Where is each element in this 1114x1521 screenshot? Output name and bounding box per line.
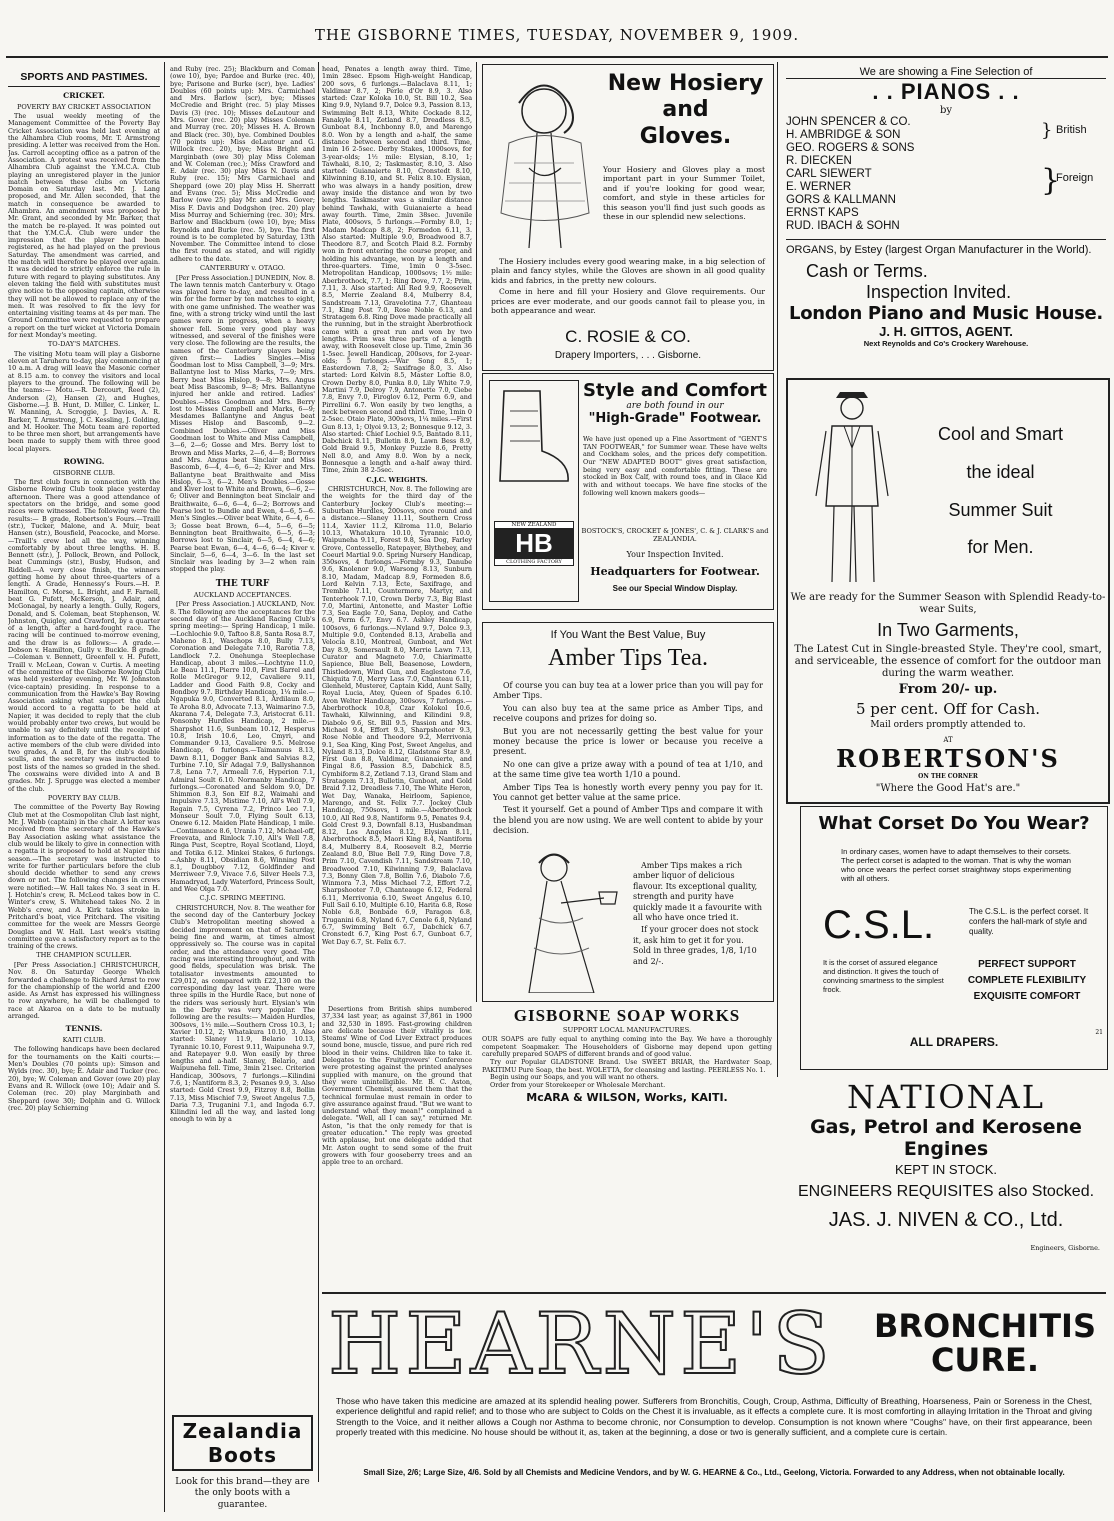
corset-feature: COMPLETE FLEXIBILITY	[967, 975, 1087, 986]
misc-news: Desertions from British ships numbered 37,334 last year, as against 37,861 in 1900 and 32,530 in 1895. Fast-growing children are delicate because their vitality is low. Steams' Wine of Cod Liver Extract produces sound bone, muscle, tissue, and pure rich red blood in their veins. Children like to take it. Delegates to the Fruitgrowers' Conference were protesting against the printed analyses supplied with manure, on the ground that they were unintelligible. Mr. B. C. Aston, Government Chemist, assured them that the technical formulae must remain in order to give assurance against fraud. "But we want to understand what they mean!" complained a delegate. "Well, all I can say," returned Mr. Aston, "is that the only remedy for that is greater education." The reply was greeted with applause, but one delegate added that Mr. Aston ought to send some of the fruit growers with four gooseberry trees and an apple tree to an orchard.	[322, 1006, 472, 1167]
amber-title: Amber Tips Tea.	[548, 645, 708, 671]
soap-p4: Order from your Storekeeper or Wholesale Merchant.	[490, 1081, 666, 1090]
hosiery-title-gloves: Gloves.	[639, 123, 732, 149]
footwear-ad	[482, 373, 774, 610]
soap-p1: OUR SOAPS are fully equal to anything coming into the Bay. We have a thoroughly competent Soapmaker. The Householders of Gisborne may depend upon getting carefully prepared SOAPS of different brands and of good value.	[482, 1035, 772, 1059]
tennis-subheading: KAITI CLUB.	[62, 1035, 106, 1044]
maid-illustration-icon	[499, 848, 629, 993]
footwear-invite: Your Inspection Invited.	[626, 550, 724, 559]
hosiery-ad	[482, 64, 774, 371]
suit-two-garments: In Two Garments,	[877, 620, 1019, 640]
piano-maker: H. AMBRIDGE & SON	[786, 128, 901, 141]
piano-by: by	[939, 105, 953, 116]
boot-icon	[490, 381, 576, 501]
column-rule	[318, 62, 319, 1482]
hearne-rule	[322, 1292, 1106, 1294]
foreign-label: Foreign	[1056, 172, 1094, 184]
engines-ad	[786, 1076, 1106, 1254]
piano-lead: We are showing a Fine Selection of	[786, 66, 1106, 79]
piano-maker: JOHN SPENCER & CO.	[786, 116, 911, 128]
sports-heading: SPORTS AND PASTIMES.	[8, 72, 160, 87]
suit-latest: The Latest Cut in Single-breasted Style. They're cool, smart, and serviceable, the essence of comfort for the outdoor man during the warm weather.	[794, 644, 1102, 679]
engines-requisites: ENGINEERS REQUISITES also Stocked.	[797, 1183, 1095, 1200]
hearne-cure: CURE.	[930, 1340, 1040, 1379]
cvo-article: [Per Press Association.] DUNEDIN, Nov. 8. The lawn tennis match Canterbury v. Otago was played here to-day, and resulted in a win for the former by ten matches to eight, with one game unfinished. The weather was fine, with a strong tricky wind until the last games were in progress, when a heavy shower fell. Some very good play was witnessed, and several of the finishes were very close. The following are the results, the names of the Canterbury players being given first:— Ladies Singles.—Miss Goodman lost to Miss Campbell, 3—9; Mrs. Ballantyne lost to Miss Marks, 7—9; Mrs. Berry beat Miss Hislop, 9—8; Mrs. Angus beat Miss Bascomb, 9—8; Mrs. Ballantyne injured her ankle and retired. Ladies' Doubles.—Miss Goodman and Mrs. Berry lost to Misses Campbell and Marks, 6—9; Mesdames Ballantyne and Angus beat Misses Hislop and Bascomb, 9—2. Combined Doubles.—Oliver and Miss Goodman lost to White and Miss Campbell, 3—6, 2—6; Gosse and Mrs. Berry lost to Brown and Miss Marks, 2—6, 4—8; Borrows and Mrs. Angus beat Sinclair and Miss Bascomb, 6—4, 4—6, 6—2; Kiver and Mrs. Ballantyne beat Braithwaite and Miss Hislop, 6—3, 6—2. Men's Doubles.—Gosse and Kiver lost to White and Brown, 6—6, 2—6; Oliver and Bennington beat Sinclair and Braithwaite, 6—6, 6—4, 6—2; Borrows and Pearse lost to Bundle and Ewen, 4—6, 5—6. Men's Singles.—Oliver beat White, 6—4, 6—3; Gosse beat Brown, 6—4, 5—6, 6—5; Bennington beat Braithwaite, 6—5, 6—3; Borrows lost to Sinclair, 6—5, 6—4, 4—6; Pearse beat Ewan, 6—4, 4—6, 6—4; Kiver v. Sinclair, 5—6, 6—4, 3—6. In the last set Sinclair was leading by 3—2 when rain stopped the play.	[170, 273, 315, 574]
column-rule	[476, 62, 477, 1002]
piano-organs: ORGANS, by Estey (largest Organ Manufacturer in the World).	[786, 239, 1106, 257]
corset-intro: In ordinary cases, women have to adapt themselves to their corsets. The perfect corset is adapted to the woman. That is why the woman who once wears the perfect corset straightway stops experimenting with all others.	[841, 847, 1071, 884]
hosiery-title-and: and	[662, 97, 709, 123]
tennis-turf-column	[170, 66, 315, 1411]
turf-article: [Per Press Association.] AUCKLAND, Nov. 8. The following are the acceptances for the second day of the Auckland Racing Club's spring meeting:— Spring Handicap, 1 mile.—Lochlochie 9.0, Taftoo 8.8, Santa Rosa 8.7, Maheno 8.1, Waschops 8.0, Bully 7.13, Coronation and Delegate 7.10, Rarotia 7.8, Landlock 7.2. Onehunga Steeplechase Handicap, about 3 miles.—Lochtyne 11.0, Le Beau 11.1, Pierre 10.0, First Barrel and Rolle McGregor 9.12, Cavaliere 9.11, Ladder and Good Faith 9.8, Cocky and Bondboy 9.7. Birthday Handicap, 1¼ mile.—Ngapuka 9.0, Converted 8.1, Ardilaun 8.0, Te Aroha 8.0, Advocate 7.13, Waimarino 7.5, Akarana 7.4, Delegate 7.3, Aristocrat 6.11. Ponsonby Hurdles Handicap, 2 mile.—Sharpshot 11.6, Sunbeam 10.12, Hesperus 10.8, Irish 10.6, Leo, Cmyri, and Commander 9.13, Cavaliere 9.5. Melrose Handicap, 6 furlongs.—Taimanuus 8.13, Dawn 8.11, Dogger Bank and Salvias 8.2, Turbine 7.10, Sir Adagal 7.9, Ballyshannon 7.8, Lena 7.7, Armeall 7.6, Hyperion 7.1, Admiral Soult 6.10. Normanby Handicap, 7 furlongs.—Coronated and Seldom 9.0, Dr. Shimmon 8.3, Son Elf 8.2, Waimahi and Impulsive 7.13, Mistime 7.10, All's Well 7.9, Regain 7.5, Cyrena 7.2, Princo Leo 7.1, Monseur Soult 7.0, Flying Soult 6.13, Onewe 6.12. Maiden Plate Handicap, 1 mile.—Continuance 8.6, Urania 7.12, Michael-off, Freevata, and Rinlock 7.10, All's Well 7.8, Ringa Pust, Sceptre, Royal Scotland, Lloyd, and Totika 6.12. Minkei Stakes, 6 furlongs.—Ashby 8.11, Obsidian 8.6, Winning Post 8.1, Dougbboy 7.12, Goldfinder and Merriweer 7.9, Vivace 7.6, Silver Heels 7.3, Hamadryad, Lady Waterford, Princess Soult, and Wee Olga 7.0.	[170, 600, 315, 894]
footwear-window: See our Special Window Display.	[612, 584, 738, 593]
cjc-weights-heading: C.J.C. WEIGHTS.	[366, 475, 428, 484]
amber-p2: You can also buy tea at the same price as Amber Tips, and receive coupons and prizes for doing so.	[493, 703, 763, 724]
footwear-sub: are both found in our	[626, 401, 724, 411]
champion-article: [Per Press Association.] CHRISTCHURCH, Nov. 8. On Saturday George Whelch forwarded a challenge to Richard Arnst to row for the championship of the world and £200 aside. As Arnst has expressed his willingness to row anywhere, he will be challenged to race at Akaroa on a date to be mutually arranged.	[8, 960, 160, 1020]
matches-article: The visiting Motu team will play a Gisborne eleven at Taruheru to-day, play commencing at 10 a.m. A drag will leave the Masonic corner at 8.15 a.m. to convey the visitors and local players to the ground. The following will be the teams:— Motu.—R. Dercourt, Reed (2), Anderson (2), Hansen (2), and Hughes, Gisborne.—J. B. Hunt, D. Miller, C. Linker, L. W. Manning, A. Scroggie, J. Davies, A. R. Barker, T. Armstrong, J. C. Kessling, J. Golding, and M. Hooker. The Motu team are reported to be three men short, but arrangements have been made to supply them with three good local players.	[8, 349, 160, 453]
footwear-makers: BOSTOCK'S, CROCKET & JONES', C. & J. CLARK'S and ZEALANDIA.	[581, 527, 769, 544]
zealandia-text: Look for this brand—they are the only boots with a guarantee.	[175, 1477, 310, 1510]
pbclub-heading: POVERTY BAY CLUB.	[47, 793, 121, 802]
soap-p3: Begin using our Soaps, and you will want no others.	[490, 1073, 659, 1082]
rowing-article: The first club fours in connection with the Gisborne Rowing Club took place yesterday afternoon. There was a good attendance of spectators on the bridge, and some good races were witnessed. The following were the results:— B grade, Robertson's Fours.—Traill (str.), Tucker, Malone, and A. Muir, beat Hansen (str.), Bousfield, Peacocke, and Morse.—Traill's crew led all the way, winning comfortably by about three lengths. H. B. Bennett (str.), J. Pollock, Brown, and Pollock, beat Cummings (str.), Busby, Hudson, and Riddell.—A very close finish, the winners getting home by about three-quarters of a length. A Grade, Hennessy's Fours.—H. P. Hamilton, C. Morse, L. Bright, and F. Farnell, beat G. Pufett, McKerson, J. Adair, and McGonagal, by nearly a length. Gully, Rogers, Donald, and S. Coleman, beat Stephenson, W. Johnston, Quigley, and Crawford, by a quarter of a length, after a hard-fought race. The racing will be continued to-morrow evening, and the draw is as follows:— A grade.—Dobson v. Hamilton, Gully v. Buckle. B grade.—Coleman v. Bennett, Greenfell v. H. Pufett, Traill v. McLean, Cowan v. Curtis. A meeting of the committee of the Gisborne Rowing Club was held yesterday evening, Mr. W. Johnston (vice-captain) presiding. In response to a communication from the Hawke's Bay Rowing Association asking what support the club would accord to a regatta to be held at Napier, it was decided to reply that the club would probably enter two crews, but would be unable to say definitely until the receipt of information as to the date of the regatta. The active members of the club were divided into two grades, A and B, for the club's double sculls, and the secretary was instructed to post lists of the names so graded in the shed. The coxswains were divided into A and B grades. Mr. J. Sprugge was elected a member of the club.	[8, 478, 160, 793]
sports-column	[8, 66, 160, 1514]
hb-logo: HB	[495, 528, 573, 559]
amber-p6: Test it yourself. Get a pound of Amber Tips and compare it with the blend you are now using. We are well content to abide by your decision.	[493, 805, 763, 836]
hosiery-intro: Your Hosiery and Gloves play a most important part in your Summer Toilet, and if you're looking for good wear, comfort, and style in these articles for this season you'll find just such goods as these in our splendid new selections.	[603, 165, 765, 222]
soap-p2: Try our Popular GLADSTONE Brand. Use SWEET BRIAR, the Hardwater Soap, PAKITIMU Pure Soap, the best. WOLETTA, for cleansing and lasting. PEERLESS No. 1.	[482, 1058, 772, 1074]
piano-house: London Piano and Music House.	[789, 303, 1103, 325]
racing-results: head, Penates a length away third. Time, 1min 28sec. Epsom High-weight Handicap, 200 sovs, 6 furlongs.—Balaclava 8.11, 1; Valdimar 8.7, 2; Perle d'Or 8.9, 3. Also started: Czar Koloka 10.0, St. Bill 10.2, Sea King 9.9, Nyland 9.7, Dolce 9.3, Passion 8.13, Swimming Belt 8.13, White Cockade 8.12, Fanakyle 8.11, Zetland 8.7, Dreadless 8.5, Gunboat 8.4, Inchbonny 8.0, and Marengo 8.0. Won by a length and a-half, the same distance between second and third. Time, 1min 16 2-5sec. Derby Stakes, 1000sovs, for 3-year-olds; 1½ mile: Elysian, 8.10, 1; Tawhaki, 8.10, 2; Taskmaster, 8.10, 3. Also started: Guianaierte 8.10, Cronstedt 8.10, Kilwinning 8.10, and St. Felix 8.10. Elysian, who was always in a handy position, drew away inside the distance and won by two lengths. Taskmaster was a similar distance behind Tawhaki, with Guianaierte a head away fourth. Time, 2min 38sec. Juvenile Plate, 400sovs, 5 furlongs.—Formby 8.0, 1; Madam Madcap 8.8, 2; Formedon 6.11, 3. Also started: Multiple 9.0, Broadwood 8.7, Theodore 8.7, and Scotch Plaid 8.2. Formby won in front entering the course proper, and holding his advantage, won by a length and three-quarters. Time, 1min 0 3-5sec. Metropolitan Handicap, 1000sovs; 1½ mile: Aberbrothock, 7.7, 1; Ring Dove, 7.7, 2; Prim, 7.11, 3. Also started: All Red 9.9, Roosevelt 8.5, Merrie Zealand 8.4, Mulberry 8.4, Sandstream 7.13, Gravelotina 7.7, Ghanteau 7.1, King Post 7.0, Rose Noble 6.13, and Stratagem 6.8. Ring Dove made practically all the running, but in the straight Aberbrothock came with a great run and won by two lengths. Prim was three parts of a length away, with Roosevelt close up. Time, 2min 36 1-5sec. Jewell Handicap, 200sovs, for 2-year-olds; 5 furlongs.—War Song 8.5, 1; Easterdown 7.8, 2; Saxifrage 8.0, 3. Also started: Lord Kelvin 8.5, Master Loftie 8.0, Crown Derby 8.0, Punka 8.0, Lily White 7.9, Martini 7.9, Delroy 7.9, Antonette 7.0, Ciebe 7.8, Envy 7.0, Firoglov 6.12, Perm 6.9, and Pirrellini 6.7. Won easily by two lengths, a neck between second and third. Time, 1min 0 2-5sec. Otaio Plate, 300sovs, 1¼ miles.—First Gun 8.13, 1; Olyoi 9.13, 2; Bonnesque 9.12, 3. Also started: Chief Lochiel 9.5, Bantado 8.11, Dabchick 8.11, Bulletin 8.9, Lawn Bess 8.9, Gold Braid 9.5, Monkey Puzzle 8.6, Pretty Nell 8.0, and Amy 8.0. Won by a neck, Bonnesque a length and a-half away third. Time, 2min 38 2-5sec.	[322, 66, 472, 475]
piano-agent: J. H. GITTOS, AGENT.	[879, 324, 1013, 340]
suit-price: From 20/- up.	[898, 682, 998, 697]
hearne-ad	[322, 1296, 1106, 1516]
cjc-article: CHRISTCHURCH, Nov. 8. The weather for the second day of the Canterbury Jockey Club's Metropolitan meeting showed a decided improvement on that of Saturday, being fine and warm, at times almost oppressively so. The course was in capital order, and the attendance very good. The racing was interesting throughout, and with good fields, speculation was brisk. The totalisator investments amounted to £29,012, as compared with £22,130 on the corresponding day last year. There were three spills in the Hurdle Race, but none of the riders was seriously hurt. Elysian's win in the Derby was very popular. The following are the results:— Maiden Hurdles, 300sovs, 1½ mile.—Southern Cross 10.3, 1; Xavier 10.12, 2; Whatakura 10.10, 3. Also started: Slaney 11.9, Belario 10.13, Tyrannic 10.10, Forest 9.11, Waipuneha 9.7, and Ratepayer 9.0. Won easily by three lengths and a-half. Slaney, Belario, and Waipuneha fell. Time, 3min 21sec. Criterion Handicap, 300sovs, 7 furlongs.—Kilindini 7.6, 1; Nantiform 8.3, 2; Pesanes 9.9, 3. Also started: Gold Crest 9.9, Fitzroy 8.8, Bollin 7.13, Miss Mischief 7.9, Sweet Angelus 7.5, Daria 7.3, Truganini 7.1, and Ingoda 6.7. Kilindini led all the way, and lasted long enough to win by a	[170, 903, 315, 1124]
piano-maker: E. WERNER	[786, 180, 852, 193]
column-rule	[164, 62, 165, 1512]
turf-heading: THE TURF	[215, 578, 270, 589]
piano-maker: ERNST KAPS	[786, 206, 859, 219]
csl-logo: C.S.L.	[823, 903, 935, 947]
amber-tips-ad	[482, 622, 774, 1002]
tennis-continued: and Ruby (rec. 25); Blackburn and Coman (owe 10), bye; Pardoe and Burke (rec. 40), bye; Parisone and Burke (scr), bye. Ladies' Doubles (60 points up): Mrs. Carmichael and Mrs. Barlow (scr), bye; Misses McCredie and Bright (rec. 5) play Misses Davis (3) (rec. 10); Misses deLautour and Mrs. Gover (rec. 20) play Misses Coleman and Murray (rec. 20); Misses H. A. Brown and Black (rec. 30), bye. Combined Doubles (70 points up): Miss deLautour and G. Willock (rec. 20), bye; Miss Bright and Marginbath (owe 30) play Miss Coleman and W. Coleman (rec.); Miss Crawford and E. Adair (rec. 30) play Miss N. Davis and Ruby (rec. 15); Mrs Carmichael and Sheppard (owe 20) play Miss H. Sherratt and Evans (rec. 5); Miss McCredie and Barlow (owe 25) play Mr. and Mrs. Gover; Miss F. Davis and Dodgshon (rec. 20) play Miss Murray and Schierning (rec. 30); Mrs. Barlow and Blackburn (owe 10), bye; Miss Reynolds and Burke (rec. 5), bye. The first round is to be completed by Saturday, 13th November. The Committee intend to close the first round as stated, and will rigidly adhere to the date.	[170, 66, 315, 263]
piano-maker: CARL SIEWERT	[786, 167, 872, 180]
amber-p5: Amber Tips Tea is honestly worth every penny you pay for it. You cannot get better value at the same price.	[493, 782, 763, 802]
piano-maker: GORS & KALLMANN	[786, 193, 896, 206]
suit-line-1: Cool and Smart	[937, 424, 1064, 444]
piano-ad	[786, 66, 1106, 366]
tennis-article: The following handicaps have been declared for the tournaments on the Kaiti courts:— Men's Doubles (70 points up): Simson and Wylds (rec. 30), bye; E. Adair and Tucker (rec. 20), bye; W. Coleman and Gover (owe 20) play Evans and R. Willock (owe 10); Adair and S. Coleman (rec. 20) play Marginbath and Sheppard (owe 30); Dolphin and G. Willock (rec. 20) play Schierning	[8, 1045, 160, 1112]
suit-line-4: for Men.	[967, 537, 1034, 558]
suit-line-2: the ideal	[966, 461, 1035, 482]
corset-assured: It is the corset of assured elegance and distinction. It gives the touch of convincing smartness to the simplest frock.	[823, 958, 944, 994]
hearne-footer: Small Size, 2/6; Large Size, 4/6. Sold by all Chemists and Medicine Vendors, and by W. G. HEARNE & Co., Ltd., Geelong, Victoria. Forwarded to any Address, when not obtainable locally.	[363, 1468, 1065, 1477]
masthead-rule	[6, 56, 1108, 58]
turf-subheading: AUCKLAND ACCEPTANCES.	[193, 590, 292, 599]
soap-firm: McARA & WILSON, Works, KAITI.	[526, 1090, 728, 1104]
cjc-weights-article: CHRISTCHURCH, Nov. 8. The following are the weights for the third day of the Canterbury Jockey Club's meeting:— Suburban Hurdles, 200sovs, once round and a distance.—Slaney 11.11, Southern Cross 11.4, Xavier 11.2, Kilroma 11.0, Belario 10.13, Whatakura 10.10, Tyrannic 10.0, Waipuneha 9.11, Forest 9.8, Sea Dog, Farley Grove, Contessello, Ratepayer, Blythebey, and Coeurl Martial 9.0. Spring Nursery Handicap, 350sovs, 4 furlongs.—Formby 9.3, Danube 9.6, Knolenor 9.0, Warsong 8.13, Sunburn 8.10, Madam, Madcap 8.9, Formeden 8.6, Lord Kelvin 7.13, Ecte, Saxifrage, and Tremble 7.11, Countermore, Martyr, and Tenterhook 7.10, Crown Derby 7.3, Big Blast 7.0, Martini, Antonette, and Master Loftie 7.3, Sea Eagle 7.0, Sana, Deploy, and Cathe 6.9, Perm 6.7, Envy 6.7. Ashley Handicap, 100sovs, 6 furlongs.—Nyland 9.7, Dolce 9.3, Multiple 9.0, Contended 8.13, Arabella and Velocia 8.10, Montreal, Gunboat, and Wet Day 8.9, Somersault 8.0, Merrie Lawn 7.13, Curator and Magneto 7.0, Chiarimatte Sapience, Blue Bell, Beasenose, Lowdern, Thistledown, Wind Gun, and Eaglestone 7.6, Chiquita 7.0, Merry Lass 7.0, Chanteau 6.11, Glenheld, Musterer, Captain Kidd, Aunt Sally, Royal Lucia, Atey, Queen of Spades 6.10. Avon Welter Handicap, 300sovs, 7 furlongs.—Aberbrothock 10.8, Czar Kolokol 10.6, Tawhaki, Kilwinning, and Kilindini 9.8, Diabolo 9.6, St. Bill 9.5, Passion and Mrs. Michael 9.4, Effort 9.3, Sharpshooter 9.3, Rose Noble and Theodore 9.2, Merrivonia 9.1, Sea King, King Post, Sweet Angelus, and Nyland 8.13, Dolce 8.12, Gladstone Star 8.9, First Gun 8.8, Valdimar, Guianaierte, and Fingal 8.6, Passion 8.5, Dabchick 8.5, Cymbiform 8.2, Zetland 7.13, Grand Slam and Stratagem 7.13, Bulletin, Gunboat, and Gold Braid 7.12, Dreadless 7.10, The White Heron, Wet Day, Wanaka, Heirloom, Sapience, Marengo, and St. Felix 7.7. Jockey Club Handicap, 750sovs, 1 mile.—Aberbrothock 10.0, All Red 9.8, Nantiform 9.5, Penates 9.4, Gold Crest 9.3, Downfall 8.13, Husbandman 8.12, Los Angeles 8.12, Elysian 8.11, Aberbrothock 8.5, Maori King 8.4, Nantiform 8.4, Mulberry 8.4, Roosevelt 8.2, Merrie Zealand 8.0, Blue Bell 7.9, Ring Dove 7.8, Prim 7.10, Cavendish 7.11, Sandstream 7.10, Broadwood 7.10, Kilwinning 7.9, Balaclava 7.3, Bonny Glen 7.8, Bollin 7.6, Diabolo 7.6, Winmora 7.3, Miss Michael 7.2, Effort 7.2, Sharpshooter 7.0, Chanteauge 6.12, Federal 6.11, Merrivonia 6.10, Sweet Angelus 6.10, Full Sail 6.10, Multiple 6.10, Harita 6.8, Rose Noble 6.8, Bonbade 6.9, Paragon 6.8, Truganini 6.8, Nyland 6.7, Cenole 6.8, Nyland 6.7, Swimming Belt 6.7, Dabchick 6.7, Cronstedt 6.7, King Post 6.7, Gunboat 6.7, Wet Day 6.7, St. Felix 6.7.	[322, 485, 472, 946]
hearne-body: Those who have taken this medicine are amazed at its splendid healing power. Sufferers from Bronchitis, Cough, Croup, Asthma, Difficulty of Breathing, Hoarseness, Pain or Soreness in the Chest, experience delightful and rapid relief; and to those who are subject to Colds on the Chest it is invaluable, as it effects a complete cure. It is most comforting in allaying Irritation in the Throat and giving Strength to the Voice, and it neither allows a Cough nor Asthma to become chronic, nor Consumption to develop. Consumption is not known where "Coughs" have, on their first appearance, been properly treated with this medicine. No house should be without it, as, taken at the beginning, a dose or two is generally sufficient, and a complete cure is certain.	[336, 1396, 1092, 1438]
racing-column	[322, 66, 472, 996]
pbclub-article: The committee of the Poverty Bay Rowing Club met at the Cosmopolitan Club last night, Mr. J. Webb (captain) in the chair. A letter was received from the secretary of the Hawke's Bay Association asking what assistance the club would be likely to give in connection with a regatta it is proposed to hold at Napier this season.—The secretary was instructed to write for further particulars before the club should decide whether to send any crews down or not. The following changes in crews were notified:—W. Hall takes No. 3 seat in H. J. Hotchin's crew, R. McLeod takes bow in C. Winter's crew, S. Whitehead takes No. 2 in Webb's crew, and A. Kirk takes stroke in Pritchard's boat, vice Pritchard. The visiting committee for the week are Messrs George Douglas and W. Hall. Last week's visiting committee gave a satisfactory report as to the training of the crews.	[8, 803, 160, 951]
lady-illustration-icon	[489, 73, 599, 248]
suit-ready: We are ready for the Summer Season with Splendid Ready-to-wear Suits,	[790, 592, 1106, 615]
cricket-heading: CRICKET.	[63, 90, 105, 100]
cjc-heading: C.J.C. SPRING MEETING.	[199, 894, 286, 903]
hosiery-title: New Hosiery	[607, 71, 764, 96]
footwear-title: Style and Comfort	[582, 380, 768, 401]
masthead: THE GISBORNE TIMES, TUESDAY, NOVEMBER 9, 1909.	[314, 26, 800, 44]
national-title: NATIONAL	[847, 1078, 1045, 1116]
amber-lead: If You Want the Best Value, Buy	[550, 629, 706, 641]
cricket-subheading: POVERTY BAY CRICKET ASSOCIATION	[17, 102, 151, 111]
piano-inspect: Inspection Invited.	[866, 282, 1012, 303]
hearne-name: HEARNE'S	[328, 1295, 834, 1393]
amber-p1: Of course you can buy tea at a lower price than you will pay for Amber Tips.	[493, 681, 763, 701]
matches-heading: TO-DAY'S MATCHES.	[47, 340, 121, 349]
hb-logo-bottom: CLOTHING FACTORY	[506, 559, 562, 565]
column-rule	[777, 62, 778, 1077]
soap-title: GISBORNE SOAP WORKS	[513, 1006, 741, 1025]
amber-p3: But you are not necessarily getting the best value for your money because the price is lower or because you receive a present.	[493, 726, 763, 757]
piano-cash: Cash or Terms.	[806, 261, 928, 282]
corset-drapers: ALL DRAPERS.	[909, 1035, 999, 1049]
amber-p8: If your grocer does not stock it, ask him to get it for you. Sold in three grades, 1/8, 1/10 and 2/-.	[633, 925, 759, 966]
corset-feature: PERFECT SUPPORT	[978, 959, 1076, 970]
piano-next: Next Reynolds and Co's Crockery Warehouse.	[863, 339, 1029, 349]
zealandia-title: Zealandia Boots	[172, 1415, 313, 1471]
footwear-hq: Headquarters for Footwear.	[590, 565, 760, 578]
footwear-quote: "High-Grade" Footwear.	[588, 411, 762, 426]
robertsons-hat: "Where the Good Hat's are."	[875, 783, 1021, 794]
cricket-article: The usual weekly meeting of the Management Committee of the Poverty Bay Cricket Association was held last evening at the Alhambra Club rooms, Mr. T. Armstrong presiding. A letter was received from the Hon. Jas. Carroll accepting office as a patron of the Association. A protest was received from the Alhambra Club against the Y.M.C.A. Club playing an unregistered player in the junior match between these clubs on Victoria Domain on Saturday last. Mr. J. Lang proposed, and Mr. Allen seconded, that the match in consequence be awarded to Alhambra. An amendment was proposed by Mr. Grant, and seconded by Mr. Barker, that the match be re-played. It was pointed out that the Y.M.C.A. Club were under the impression that the player had been registered, as he had played on the previous Saturday. The amendment was carried, and the match will therefore be played over again. It was decided to strictly enforce the rule in future with regard to playing substitutes. Any eleven taking the field with substitutes must give notice to the opposing captain, otherwise they will not be allowed to replace any of the men. It was resolved to fix the levy for entertaining visiting teams at 4s per man. The Ground Committee were requested to prepare a report on the turf wicket at Victoria Domain for next Monday's meeting.	[8, 112, 160, 340]
robertsons-corner: ON THE CORNER	[918, 773, 978, 780]
corset-title: What Corset Do You Wear?	[818, 813, 1090, 834]
rowing-heading: ROWING.	[63, 457, 105, 467]
soap-sub: SUPPORT LOCAL MANUFACTURES.	[562, 1026, 692, 1034]
piano-title: . . PIANOS . .	[872, 79, 1020, 104]
champion-heading: THE CHAMPION SCULLER.	[36, 951, 132, 960]
niven-firm: JAS. J. NIVEN & CO., Ltd.	[828, 1209, 1064, 1231]
engines-kept: KEPT IN STOCK.	[894, 1162, 998, 1177]
piano-maker: R. DIECKEN	[786, 154, 852, 167]
zealandia-ad	[170, 1415, 315, 1515]
amber-p4: No one can give a prize away with a pound of tea at 1/10, and at the same time give tea worth 1/10 a pound.	[493, 759, 763, 780]
rosie-firm: C. ROSIE & CO.	[565, 327, 691, 346]
robertson-ad	[786, 378, 1110, 804]
soap-ad	[482, 1006, 772, 1104]
rosie-footer: Drapery Importers, . . . Gisborne.	[554, 350, 702, 361]
piano-maker: RUD. IBACH & SOHN	[786, 219, 900, 232]
corset-perfect: The C.S.L. is the perfect corset. It confers the hall-mark of style and quality.	[969, 907, 1089, 936]
british-brace-icon: }	[1041, 120, 1053, 141]
foreign-brace-icon: }	[1041, 163, 1061, 198]
corset-code: 21	[1095, 1029, 1103, 1036]
man-suit-illustration-icon	[802, 386, 902, 586]
hearne-bronchitis: BRONCHITIS	[874, 1307, 1096, 1345]
corset-feature: EXQUISITE COMFORT	[973, 991, 1081, 1002]
suit-mail: Mail orders promptly attended to.	[870, 720, 1026, 730]
robertsons-name: ROBERTSON'S	[836, 744, 1060, 773]
piano-maker: GEO. ROGERS & SONS	[786, 141, 915, 154]
footwear-body: We have just opened up a Fine Assortment of "GENT'S TAN FOOTWEAR," for Summer wear. These have welts and Cockham soles, and the prices defy competition. Our "NEW ADAPTED BOOT" gives great satisfaction, being very easy and comfortable fitting. These are stocked in Box Calf, with round toes, and in Glace Kid with and without toecaps. We have fine stocks of the following well known makers goods—	[583, 435, 767, 497]
hosiery-body: The Hosiery includes every good wearing make, in a big selection of plain and fancy styles, while the Gloves are shown in all good quality kids and fabrics, in the pretty new colours.	[491, 257, 765, 285]
niven-small: Engineers, Gisborne.	[1030, 1244, 1100, 1252]
amber-p7: Amber Tips makes a rich amber liquor of delicious flavour. Its exceptional quality, strength and purity have quickly made it a favourite with all who have once tried it.	[633, 861, 763, 922]
suit-line-3: Summer Suit	[948, 499, 1053, 520]
cvo-heading: CANTERBURY v. OTAGO.	[199, 264, 286, 273]
engines-types: Gas, Petrol and Kerosene Engines	[810, 1116, 1082, 1160]
hb-logo-top: NEW ZEALAND	[511, 522, 557, 528]
suit-at: AT	[943, 736, 953, 744]
hosiery-cta: Come in here and fill your Hosiery and Glove requirements. Our prices are ever moderate, and our goods cannot fail to please you, in both appearance and wear.	[491, 287, 765, 316]
misc-news-column	[322, 1006, 472, 1286]
piano-makers-list	[786, 116, 1036, 233]
corset-ad	[800, 806, 1108, 1070]
rowing-subheading: GISBORNE CLUB.	[53, 468, 115, 477]
british-label: British	[1056, 124, 1087, 136]
tennis-heading: TENNIS.	[65, 1024, 103, 1034]
suit-discount: 5 per cent. Off for Cash.	[855, 700, 1041, 718]
